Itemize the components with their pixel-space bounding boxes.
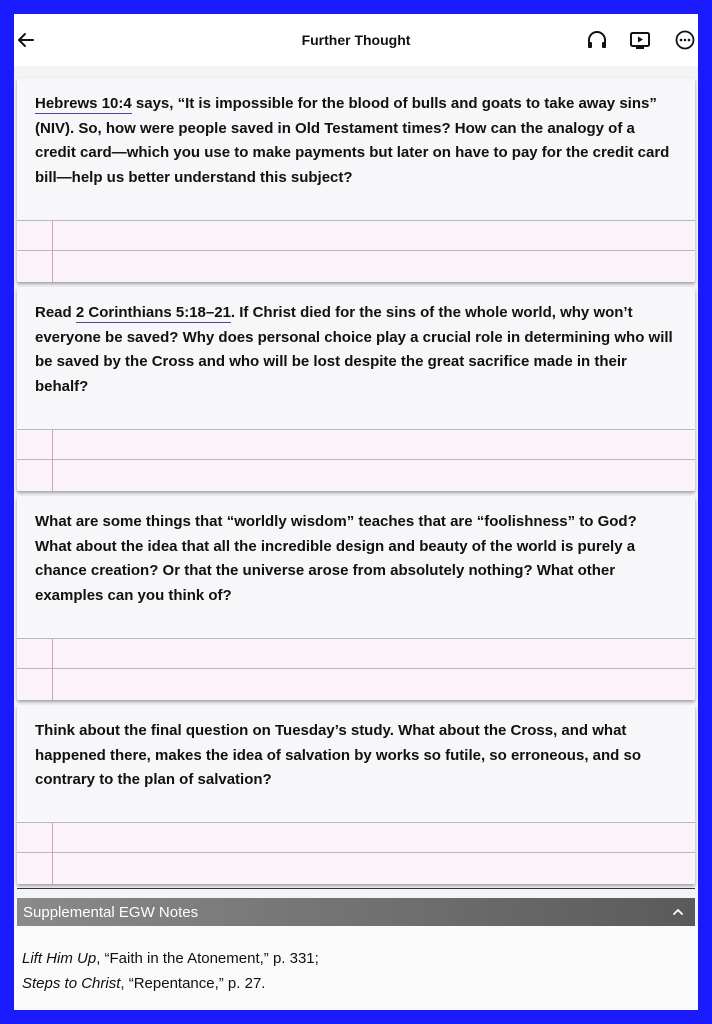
note-line[interactable] — [17, 639, 695, 669]
note-line[interactable] — [17, 430, 695, 460]
margin-line — [52, 823, 53, 884]
section-divider — [17, 888, 695, 889]
notes-area[interactable] — [17, 822, 695, 884]
top-bar — [14, 14, 698, 66]
margin-line — [52, 430, 53, 491]
egw-notes-body — [14, 926, 698, 1010]
question-text: Read 2 Corinthians 5:18–21. If Christ died for the sins of the whole world, why won’t everyone be saved? Why does personal choice play a crucial role in determining who will be saved by the Cross and who will be lost despite the great sacrifice made in their behalf? — [35, 304, 673, 395]
notes-area[interactable] — [17, 429, 695, 491]
margin-line — [52, 221, 53, 282]
note-line[interactable] — [17, 823, 695, 853]
content-area — [14, 66, 698, 1010]
video-play-icon[interactable] — [628, 28, 652, 52]
egw-note: Lift Him Up, “Faith in the Atonement,” p. 331; — [22, 950, 319, 967]
more-icon[interactable] — [673, 28, 697, 52]
question-text: Think about the final question on Tuesday’s study. What about the Cross, and what happened there, makes the idea of salvation by works so futile, so erroneous, and so contrary to the plan of salvation? — [35, 722, 641, 788]
question-card — [17, 705, 695, 884]
note-line[interactable] — [17, 854, 695, 884]
book-title: Steps to Christ — [22, 974, 121, 992]
notes-area[interactable] — [17, 220, 695, 282]
question-card — [17, 496, 695, 700]
question-card — [17, 78, 695, 282]
note-line[interactable] — [17, 461, 695, 491]
question-card — [17, 287, 695, 491]
headphones-icon[interactable] — [585, 28, 609, 52]
note-line[interactable] — [17, 670, 695, 700]
question-text: What are some things that “worldly wisdom” teaches that are “foolishness” to God? What about the idea that all the incredible design and beauty of the world is purely a chance creation? Or that the universe arose from absolutely nothing? What other examples can you think of? — [35, 513, 637, 604]
book-title: Lift Him Up — [22, 950, 97, 967]
note-line[interactable] — [17, 221, 695, 251]
chevron-up-icon[interactable] — [671, 906, 685, 918]
question-text: Hebrews 10:4 says, “It is impossible for the blood of bulls and goats to take away sins” (NIV). So, how were people saved in Old Testament times? How can the analogy of a credit card—which you use to make payments but later on have to pay for the credit card bill—help us better understand this subject? — [35, 95, 670, 186]
egw-note: Steps to Christ, “Repentance,” p. 27. — [22, 974, 266, 992]
egw-notes-header[interactable] — [17, 898, 695, 926]
app-window — [14, 14, 698, 1010]
scripture-link[interactable]: 2 Corinthians 5:18–21 — [75, 304, 231, 321]
margin-line — [52, 639, 53, 700]
note-line[interactable] — [17, 252, 695, 282]
egw-notes-title: Supplemental EGW Notes — [23, 904, 199, 921]
notes-area[interactable] — [17, 638, 695, 700]
page-title: Further Thought — [301, 32, 411, 48]
scripture-link[interactable]: Hebrews 10:4 — [35, 95, 132, 112]
